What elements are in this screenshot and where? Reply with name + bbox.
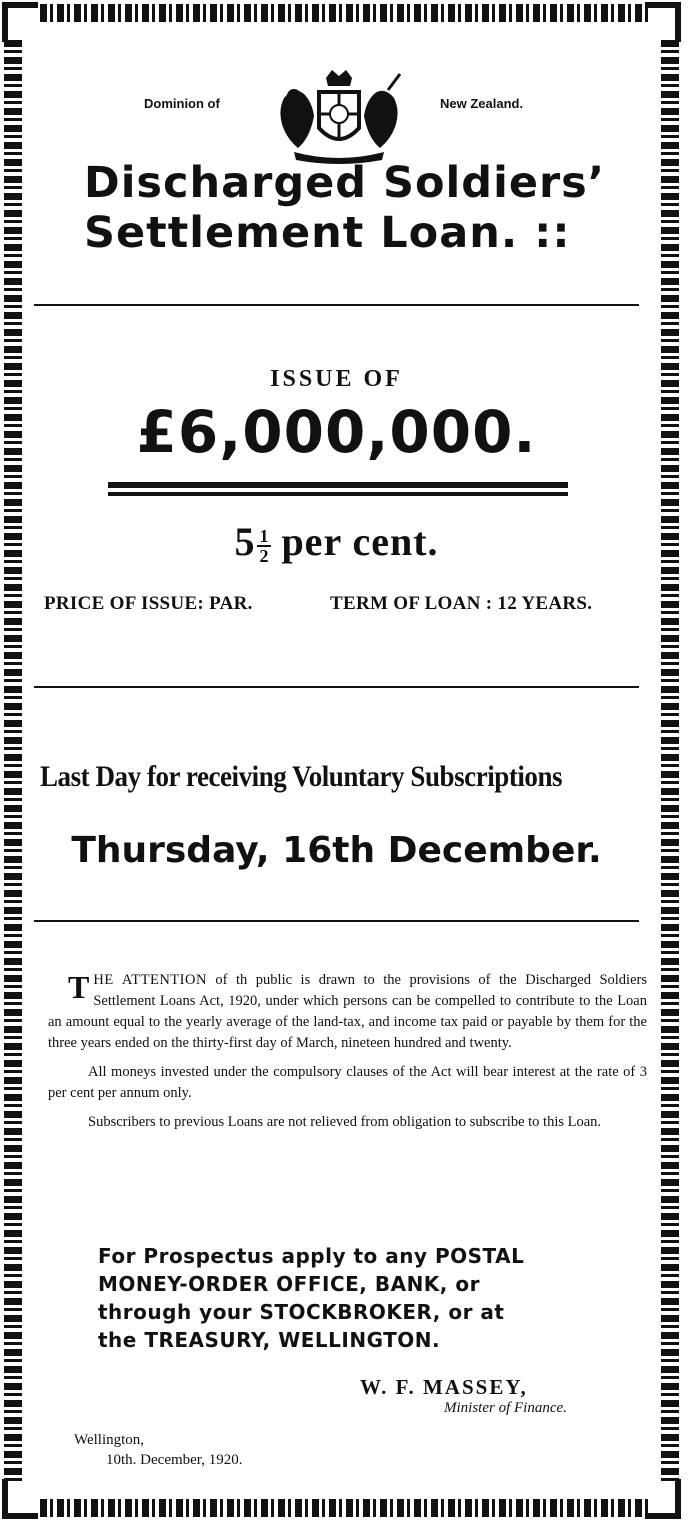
amount-underline-thin xyxy=(108,492,568,496)
deadline-label: Last Day for receiving Voluntary Subscriptions xyxy=(40,760,563,793)
rate-denominator: 2 xyxy=(259,545,270,566)
decorative-border-right xyxy=(661,40,679,1481)
header-left-text: Dominion of xyxy=(144,96,220,111)
notice-text xyxy=(48,970,647,1141)
title-line-1: Discharged Soldiers’ xyxy=(84,158,606,208)
prospectus-notice xyxy=(98,1242,524,1354)
coat-of-arms-icon xyxy=(264,68,414,168)
signatory-title: Minister of Finance. xyxy=(444,1400,567,1416)
prospectus-line-1: For Prospectus apply to any POSTAL xyxy=(98,1244,525,1268)
divider-rule xyxy=(34,304,639,306)
decorative-border-left xyxy=(4,40,22,1481)
rate-whole: 5 xyxy=(234,519,256,564)
dateline-date: 10th. December, 1920. xyxy=(106,1452,243,1468)
corner-top-left xyxy=(2,2,38,42)
notice-body: of th public is drawn to the provisions of the Discharged Soldiers Settlement Loans Act, 1920, under which persons can be compelled to contribute to the Loan an amount equal to the yearly average of the land-tax, and income tax paid or payable by them for the three years ended on the thirty-first day of March, nineteen hundred and twenty. xyxy=(48,972,647,1051)
price-of-issue: PRICE OF ISSUE: PAR. xyxy=(44,593,253,614)
loan-terms xyxy=(44,593,639,615)
issue-label: ISSUE OF xyxy=(270,366,403,392)
decorative-border-top xyxy=(40,4,649,22)
loan-title xyxy=(84,158,605,258)
divider-rule xyxy=(34,920,639,922)
corner-top-right xyxy=(645,2,681,42)
deadline-date: Thursday, 16th December. xyxy=(71,830,602,871)
notice-paragraph-2: All moneys invested under the compulsory clauses of the Act will bear interest at the rate of 3 per cent per annum only. xyxy=(48,1064,647,1101)
divider-rule xyxy=(34,686,639,688)
prospectus-line-2: MONEY-ORDER OFFICE, BANK, or xyxy=(98,1272,480,1296)
header-right-text: New Zealand. xyxy=(440,96,524,111)
notice-lead: HE ATTENTION xyxy=(93,972,207,988)
prospectus-line-4: the TREASURY, WELLINGTON. xyxy=(98,1328,441,1352)
rate-fraction xyxy=(257,527,271,565)
corner-bottom-left xyxy=(2,1479,38,1519)
notice-paragraph-3: Subscribers to previous Loans are not relieved from obligation to subscribe to this Loan. xyxy=(88,1114,602,1130)
rate-numerator: 1 xyxy=(259,525,270,546)
term-of-loan: TERM OF LOAN : 12 YEARS. xyxy=(330,593,593,614)
content-area xyxy=(34,40,647,1481)
corner-bottom-right xyxy=(645,1479,681,1519)
header-row xyxy=(34,68,639,158)
notice-paragraph-1 xyxy=(48,970,647,1054)
decorative-border-bottom xyxy=(40,1499,649,1517)
rate-text: per cent. xyxy=(281,519,439,564)
dateline-place: Wellington, xyxy=(74,1432,145,1448)
title-line-2: Settlement Loan. :: xyxy=(84,208,571,258)
amount-underline-thick xyxy=(108,482,568,488)
prospectus-line-3: through your STOCKBROKER, or at xyxy=(98,1300,505,1324)
drop-cap: T xyxy=(68,969,90,1005)
issue-amount: £6,000,000. xyxy=(136,398,537,466)
signatory-name: W. F. MASSEY, xyxy=(360,1375,528,1399)
interest-rate xyxy=(34,518,639,565)
